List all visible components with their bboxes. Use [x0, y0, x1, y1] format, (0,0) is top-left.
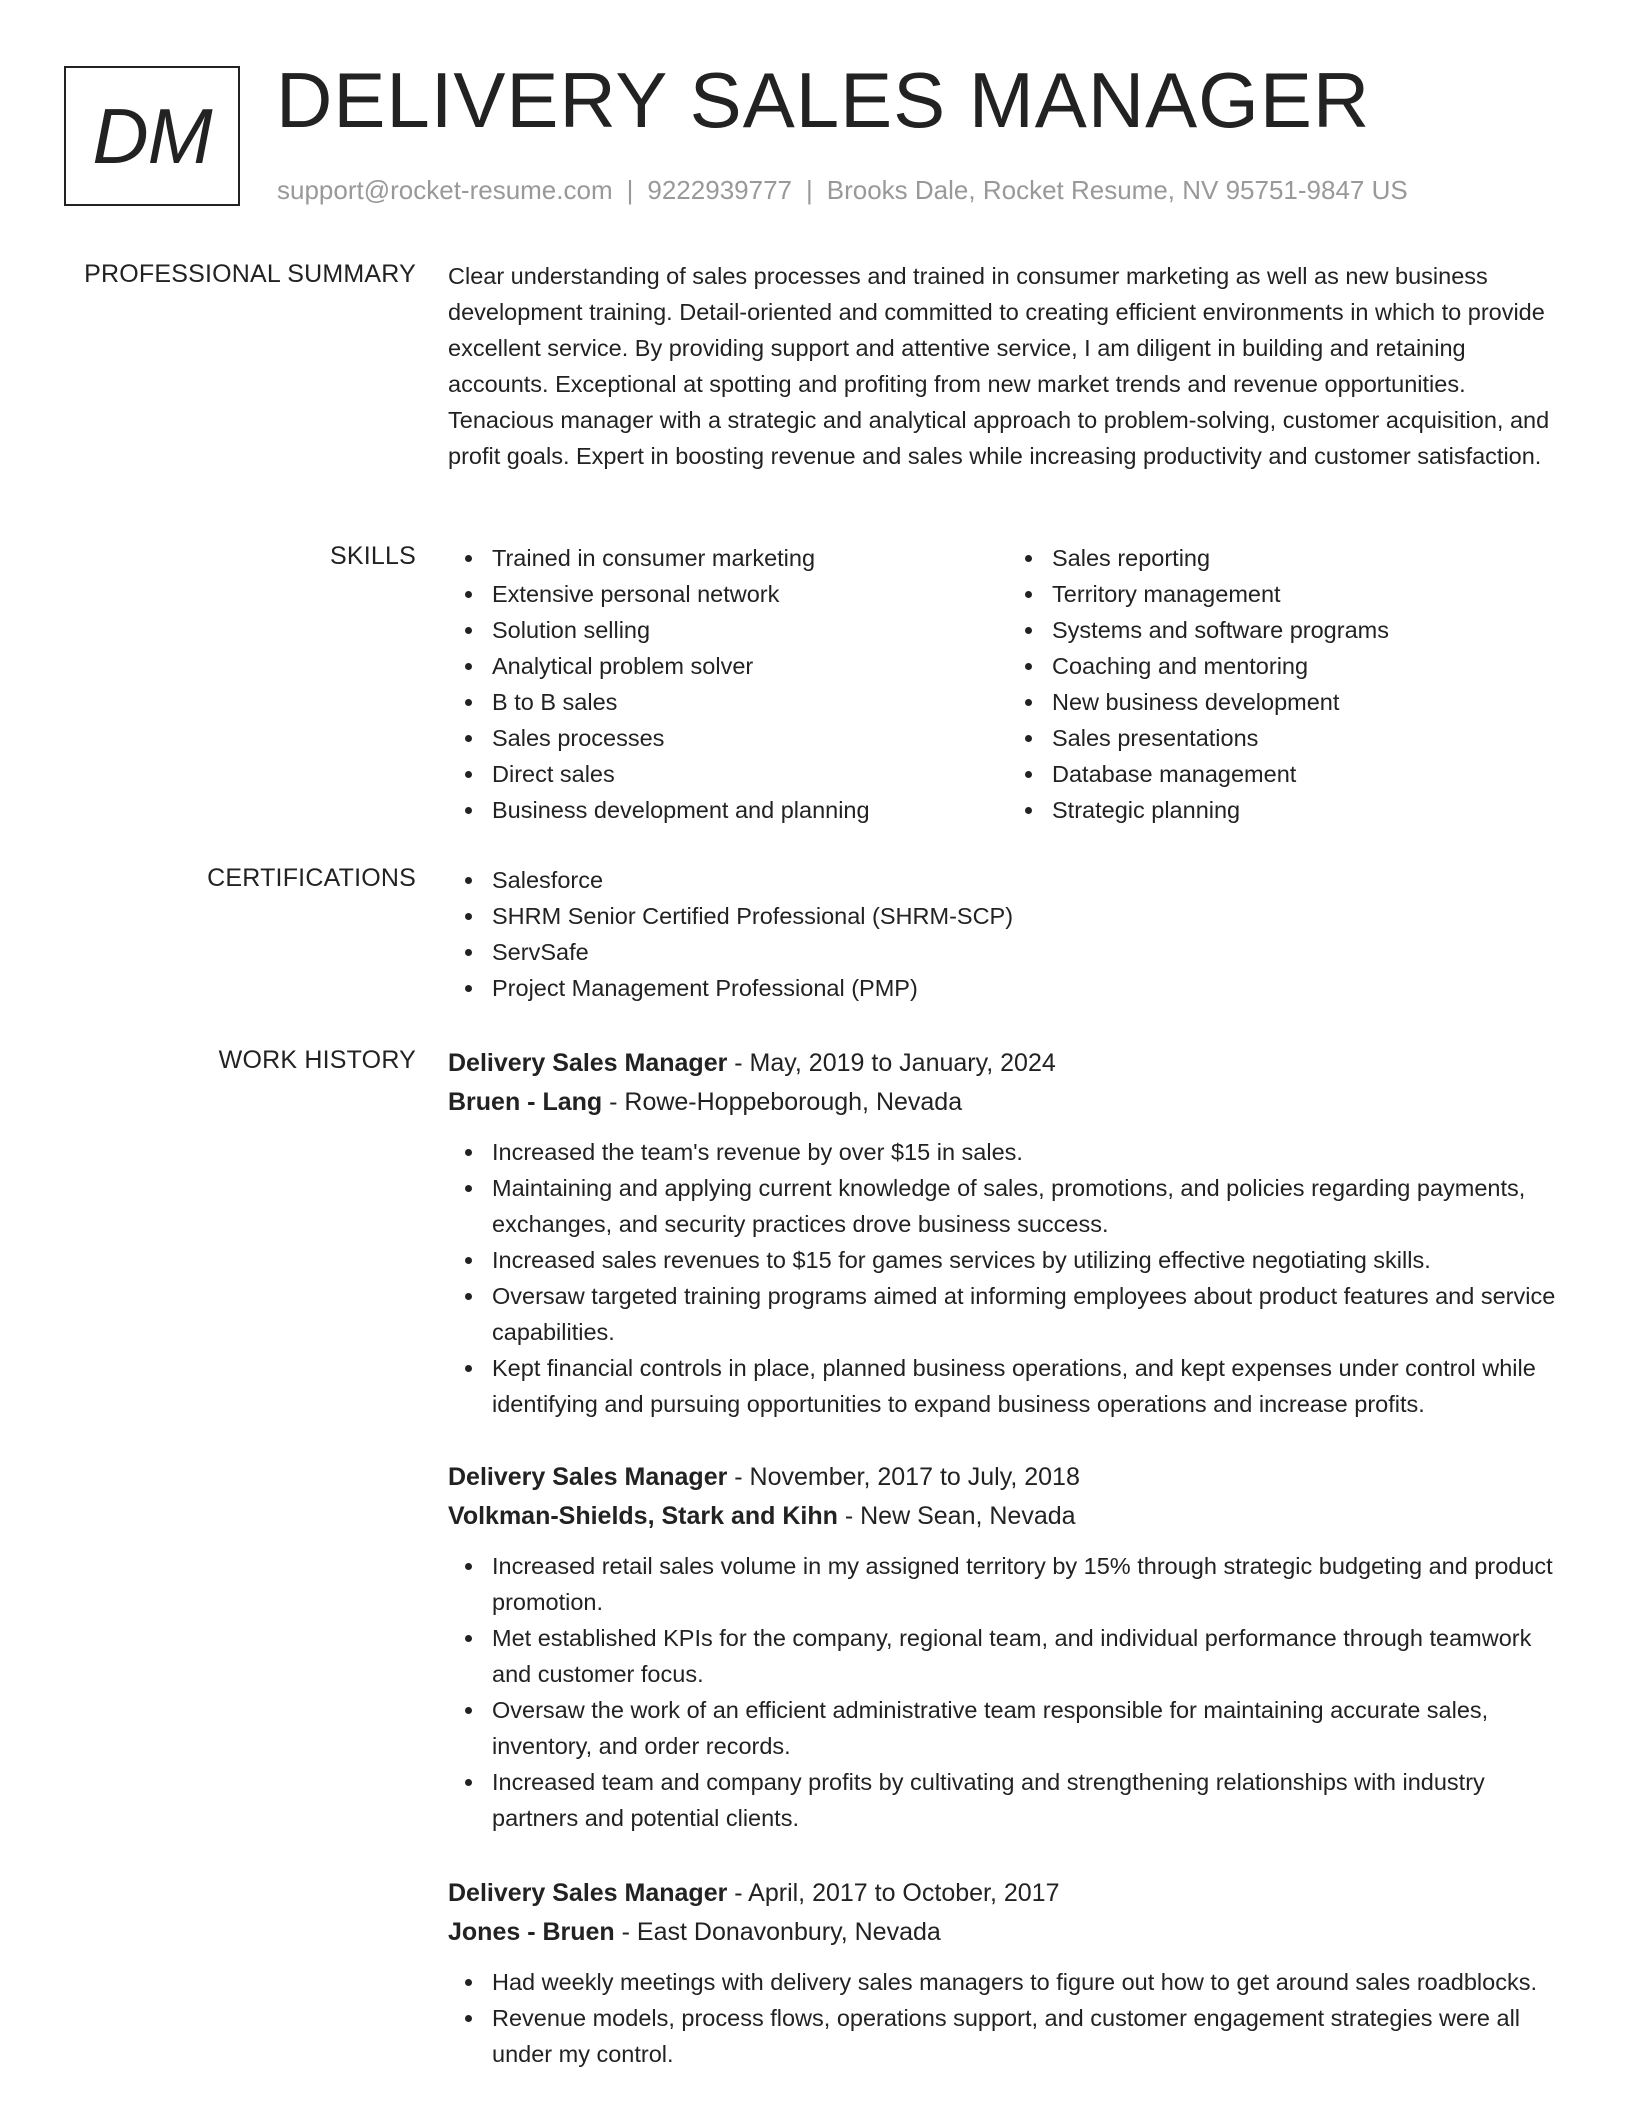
summary-heading: PROFESSIONAL SUMMARY	[84, 260, 416, 288]
skill-item: Analytical problem solver	[492, 648, 1008, 684]
skill-item: Sales reporting	[1052, 540, 1568, 576]
job-bullet: Increased retail sales volume in my assigned territory by 15% through strategic budgeting and product promotion.	[492, 1548, 1568, 1620]
skill-item: Solution selling	[492, 612, 1008, 648]
job-bullet: Increased sales revenues to $15 for games services by utilizing effective negotiating skills.	[492, 1242, 1568, 1278]
skill-item: Systems and software programs	[1052, 612, 1568, 648]
summary-text: Clear understanding of sales processes and trained in consumer marketing as well as new business development training. Detail-oriented and committed to creating efficient environments in which to provide excellent service. By providing support and attentive service, I am diligent in building and retaining accounts. Exceptional at spotting and profiting from new market trends and revenue opportunities. Tenacious manager with a strategic and analytical approach to problem-solving, customer acquisition, and profit goals. Expert in boosting revenue and sales while increasing productivity and customer satisfaction.	[448, 263, 1550, 469]
job-bullet: Revenue models, process flows, operations support, and customer engagement strategies were all under my control.	[492, 2000, 1568, 2072]
job-entry	[448, 1458, 1568, 1836]
job-bullet: Increased team and company profits by cultivating and strengthening relationships with industry partners and potential clients.	[492, 1764, 1568, 1836]
job-location: - Rowe-Hoppeborough, Nevada	[602, 1088, 963, 1116]
certifications-section	[448, 862, 1568, 1006]
job-bullet: Had weekly meetings with delivery sales managers to figure out how to get around sales roadblocks.	[492, 1964, 1568, 2000]
job-entry	[448, 1044, 1568, 1422]
job-company-line	[448, 1496, 1568, 1536]
skills-section	[448, 540, 1568, 828]
skill-item: Database management	[1052, 756, 1568, 792]
job-bullets	[448, 1548, 1568, 1836]
contact-separator: |	[806, 175, 813, 205]
job-title: Delivery Sales Manager	[448, 1463, 728, 1491]
certification-item: ServSafe	[492, 934, 1568, 970]
job-title: Delivery Sales Manager	[448, 1879, 728, 1907]
skill-item: Sales presentations	[1052, 720, 1568, 756]
skill-item: Territory management	[1052, 576, 1568, 612]
job-company: Volkman-Shields, Stark and Kihn	[448, 1502, 838, 1530]
job-company: Jones - Bruen	[448, 1918, 615, 1946]
job-bullet: Increased the team's revenue by over $15 in sales.	[492, 1134, 1568, 1170]
job-bullet: Maintaining and applying current knowledge of sales, promotions, and policies regarding payments, exchanges, and security practices drove business success.	[492, 1170, 1568, 1242]
contact-email[interactable]: support@rocket-resume.com	[277, 175, 613, 205]
job-title: Delivery Sales Manager	[448, 1049, 728, 1077]
certification-item: Salesforce	[492, 862, 1568, 898]
job-dates: - May, 2019 to January, 2024	[727, 1049, 1056, 1077]
skills-heading: SKILLS	[330, 542, 416, 570]
job-location: - East Donavonbury, Nevada	[614, 1918, 941, 1946]
skills-list-left	[448, 540, 1008, 828]
job-company: Bruen - Lang	[448, 1088, 603, 1116]
skill-item: Direct sales	[492, 756, 1008, 792]
certification-item: Project Management Professional (PMP)	[492, 970, 1568, 1006]
contact-separator: |	[626, 175, 634, 205]
skill-item: Trained in consumer marketing	[492, 540, 1008, 576]
monogram-box	[64, 66, 240, 206]
contact-line	[277, 174, 1408, 208]
job-title-line	[448, 1044, 1568, 1082]
skill-item: Business development and planning	[492, 792, 1008, 828]
certification-item: SHRM Senior Certified Professional (SHRM-SCP)	[492, 898, 1568, 934]
certifications-list	[448, 862, 1568, 1006]
job-title-line	[448, 1874, 1568, 1912]
contact-address: Brooks Dale, Rocket Resume, NV 95751-9847 US	[826, 175, 1408, 205]
contact-phone[interactable]: 9222939777	[647, 175, 792, 205]
skill-item: New business development	[1052, 684, 1568, 720]
job-bullet: Oversaw the work of an efficient administrative team responsible for maintaining accurate sales, inventory, and order records.	[492, 1692, 1568, 1764]
skill-item: Coaching and mentoring	[1052, 648, 1568, 684]
job-bullets	[448, 1964, 1568, 2072]
candidate-name: DELIVERY SALES MANAGER	[276, 56, 1371, 144]
job-bullet: Kept financial controls in place, planned business operations, and kept expenses under control while identifying and pursuing opportunities to expand business operations and increase profits.	[492, 1350, 1568, 1422]
job-company-line	[448, 1082, 1568, 1122]
skills-list-right	[1008, 540, 1568, 828]
job-dates: - November, 2017 to July, 2018	[727, 1463, 1080, 1491]
skill-item: Strategic planning	[1052, 792, 1568, 828]
skill-item: Extensive personal network	[492, 576, 1008, 612]
job-bullets	[448, 1134, 1568, 1422]
work-history-heading: WORK HISTORY	[218, 1046, 416, 1074]
job-dates: - April, 2017 to October, 2017	[727, 1879, 1060, 1907]
job-entry	[448, 1874, 1568, 2072]
certifications-heading: CERTIFICATIONS	[207, 864, 416, 892]
job-company-line	[448, 1912, 1568, 1952]
skill-item: Sales processes	[492, 720, 1008, 756]
job-bullet: Met established KPIs for the company, regional team, and individual performance through teamwork and customer focus.	[492, 1620, 1568, 1692]
job-location: - New Sean, Nevada	[837, 1502, 1076, 1530]
monogram-initials: DM	[92, 92, 212, 180]
job-title-line	[448, 1458, 1568, 1496]
skill-item: B to B sales	[492, 684, 1008, 720]
job-bullet: Oversaw targeted training programs aimed at informing employees about product features and service capabilities.	[492, 1278, 1568, 1350]
summary-section	[448, 258, 1568, 474]
